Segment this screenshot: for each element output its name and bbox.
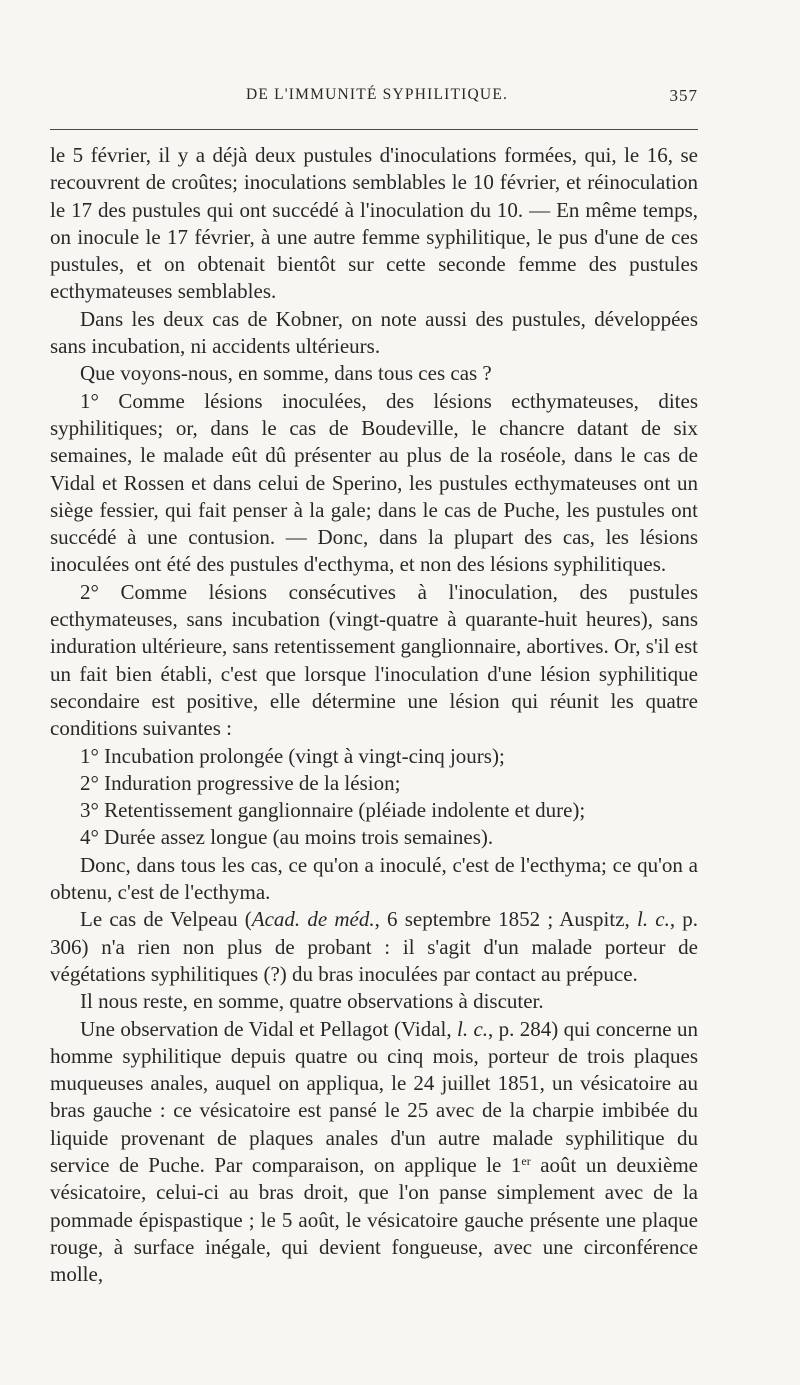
condition-2: 2° Induration progressive de la lésion; — [80, 770, 401, 795]
running-title: DE L'IMMUNITÉ SYPHILITIQUE. — [246, 86, 509, 103]
p7-text-a: Le cas de Velpeau ( — [80, 907, 252, 932]
condition-3: 3° Retentissement ganglionnaire (pléiade indolente et dure); — [80, 798, 586, 823]
condition-1: 1° Incubation prolongée (vingt à vingt-cinq jours); — [80, 743, 505, 768]
paragraph-4: 1° Comme lésions inoculées, des lésions ecthymateuses, dites syphilitiques; or, dans le cas de Boudeville, le chancre datant de six semaines, le malade eût dû présenter au plus de la roséole, dans le cas de Vidal et Rossen et dans celui de Sperino, les pustules ecthymateuses ont un siège fessier, qui fait penser à la gale; dans le cas de Puche, les pustules ont succédé à une contusion. — Donc, dans la plupart des cas, les lésions inoculées ont été des pustules d'ecthyma, et non des lésions syphilitiques. — [50, 388, 698, 577]
paragraph-8: Il nous reste, en somme, quatre observations à discuter. — [80, 989, 544, 1014]
p9-text-a: Une observation de Vidal et Pellagot (Vidal, — [80, 1016, 458, 1041]
p7-text-c: , 6 septembre 1852 ; Auspitz, — [374, 907, 637, 932]
paragraph-2: Dans les deux cas de Kobner, on note aussi des pustules, développées sans incubation, ni accidents ultérieurs. — [50, 306, 698, 359]
paragraph-6: Donc, dans tous les cas, ce qu'on a inoculé, c'est de l'ecthyma; ce qu'on a obtenu, c'est de l'ecthyma. — [50, 852, 698, 905]
paragraph-3: Que voyons-nous, en somme, dans tous ces cas ? — [80, 361, 492, 386]
p7-citation-italic: Acad. de méd. — [251, 907, 375, 932]
p9-text-c: , p. 284) qui concerne un homme syphilitique depuis quatre ou cinq mois, porteur de trois plaques muqueuses anales, auquel on appliqua, le 24 juillet 1851, un vésicatoire au bras gauche : ce vésicatoire est pansé le 25 avec de la charpie imbibée du liquide provenant de plaques anales d'un autre malade syphilitique du service de Puche. Par comparaison, on applique le 1 — [50, 1016, 699, 1177]
p9-loc-cit-italic: l. c. — [457, 1016, 489, 1041]
paragraph-7 — [50, 906, 698, 988]
p9-superscript: er — [521, 1153, 531, 1168]
paragraph-5: 2° Comme lésions consécutives à l'inoculation, des pustules ecthymateuses, sans incubation (vingt-quatre à quarante-huit heures), sans induration ultérieure, sans retentissement ganglionnaire, abortives. Or, s'il est un fait bien établi, c'est que lorsque l'inoculation d'une lésion syphilitique secondaire est positive, elle détermine une lésion qui réunit les quatre conditions suivantes : — [50, 579, 698, 741]
p9-text-d: août un deuxième vésicatoire, celui-ci au bras droit, que l'on panse simplement avec de la pommade épispastique ; le 5 août, le vésicatoire gauche présente une plaque rouge, à surface inégale, qui devient fongueuse, avec une circonférence molle, — [50, 1152, 698, 1287]
running-header — [50, 86, 698, 120]
paragraph-1: le 5 février, il y a déjà deux pustules d'inoculations formées, qui, le 16, se recouvrent de croûtes; inoculations semblables le 10 février, et réinoculation le 17 des pustules qui ont succédé à l'inoculation du 10. — En même temps, on inocule le 17 février, à une autre femme syphilitique, le pus d'une de ces pustules, et on obtenait bientôt sur cette seconde femme des pustules ecthymateuses semblables. — [50, 143, 698, 304]
paragraph-9 — [50, 1016, 698, 1289]
p7-text-e: , p. 306) n'a rien non plus de probant : il s'agit d'un malade porteur de végétations syphilitiques (?) du bras inoculées par contact au prépuce. — [50, 907, 699, 986]
page-number: 357 — [669, 86, 698, 105]
body-text — [50, 142, 698, 1288]
header-rule — [50, 129, 698, 130]
p7-loc-cit-italic: l. c. — [636, 907, 670, 932]
condition-4: 4° Durée assez longue (au moins trois semaines). — [80, 825, 494, 850]
